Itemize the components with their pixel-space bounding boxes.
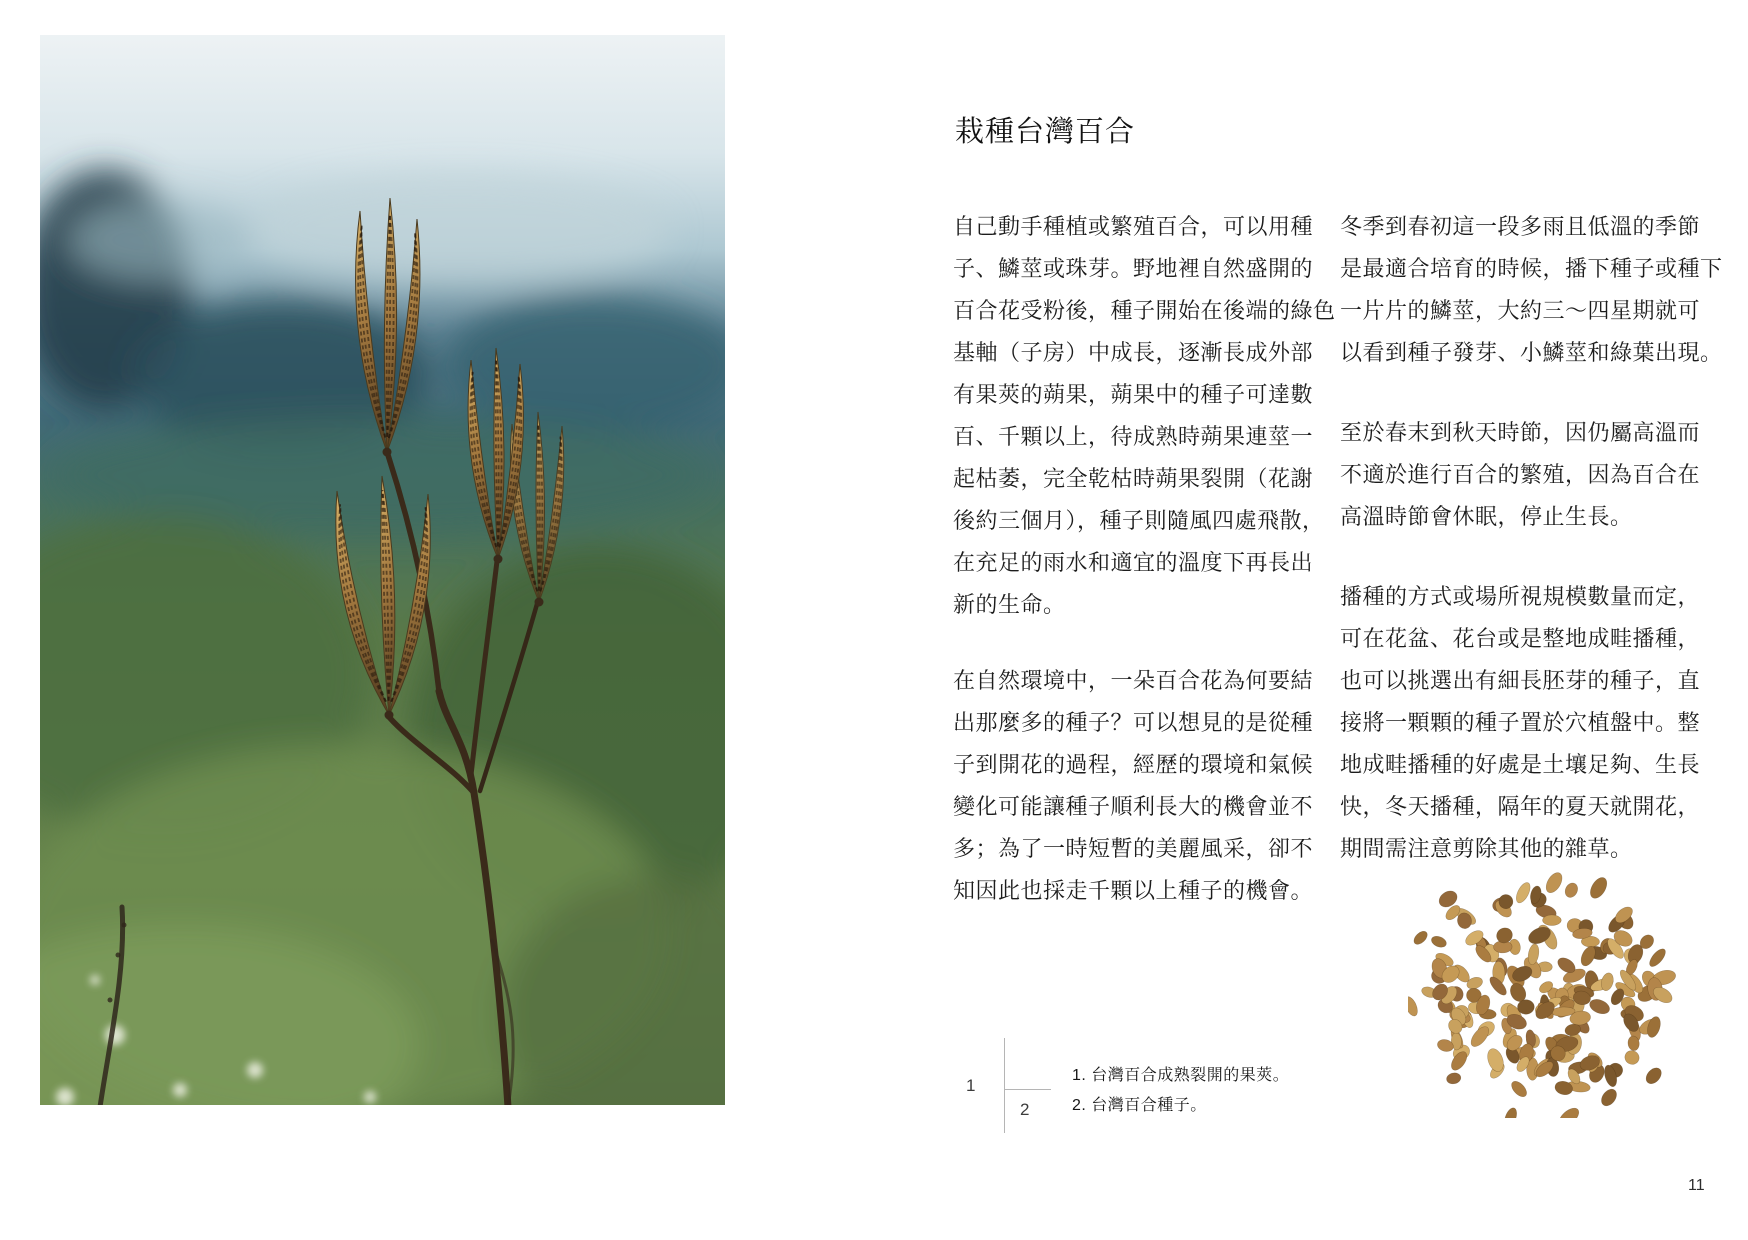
paragraph (1340, 206, 1740, 374)
text-line: 是最適合培育的時候，播下種子或種下 (1340, 256, 1723, 281)
pods-photo (40, 35, 725, 1105)
text-line: 自己動手種植或繁殖百合，可以用種 (953, 214, 1314, 239)
pods-photo-illustration (40, 35, 725, 1105)
text-column-1 (953, 206, 1353, 946)
text-line: 百、千顆以上，待成熟時蒴果連莖一 (953, 424, 1314, 449)
text-line: 不適於進行百合的繁殖，因為百合在 (1340, 462, 1701, 487)
text-line: 地成畦播種的好處是土壤足夠、生長 (1340, 752, 1701, 777)
page-number: 11 (1688, 1177, 1705, 1194)
paragraph (953, 660, 1353, 912)
text-line: 新的生命。 (953, 592, 1066, 617)
figure-key-vertical-line (1004, 1038, 1005, 1133)
text-line: 也可以挑選出有細長胚芽的種子，直 (1340, 668, 1701, 693)
text-line: 播種的方式或場所視規模數量而定， (1340, 584, 1701, 609)
text-line: 知因此也採走千顆以上種子的機會。 (953, 878, 1314, 903)
figure-key-number-1: 1 (966, 1076, 976, 1095)
text-line: 變化可能讓種子順利長大的機會並不 (953, 794, 1314, 819)
text-line: 快，冬天播種，隔年的夏天就開花， (1340, 794, 1701, 819)
text-line: 接將一顆顆的種子置於穴植盤中。整 (1340, 710, 1701, 735)
seeds-photo (1408, 866, 1684, 1118)
text-line: 可在花盆、花台或是整地成畦播種， (1340, 626, 1701, 651)
text-line: 期間需注意剪除其他的雜草。 (1340, 836, 1633, 861)
text-line: 有果莢的蒴果，蒴果中的種子可達數 (953, 382, 1314, 407)
text-line: 以看到種子發芽、小鱗莖和綠葉出現。 (1340, 340, 1723, 365)
text-line: 在充足的雨水和適宜的溫度下再長出 (953, 550, 1314, 575)
seeds-illustration (1408, 866, 1684, 1118)
text-line: 起枯萎，完全乾枯時蒴果裂開（花謝 (953, 466, 1314, 491)
text-line: 出那麼多的種子？可以想見的是從種 (953, 710, 1314, 735)
caption-line-1: 1. 台灣百合成熟裂開的果莢。 (1072, 1067, 1290, 1084)
caption-line-2: 2. 台灣百合種子。 (1072, 1097, 1207, 1114)
text-line: 子、鱗莖或珠芽。野地裡自然盛開的 (953, 256, 1314, 281)
paragraph (1340, 576, 1740, 870)
text-line: 冬季到春初這一段多雨且低溫的季節 (1340, 214, 1701, 239)
text-line: 一片片的鱗莖，大約三～四星期就可 (1340, 298, 1701, 323)
text-line: 高溫時節會休眠，停止生長。 (1340, 504, 1633, 529)
text-line: 至於春末到秋天時節，因仍屬高溫而 (1340, 420, 1701, 445)
page-title: 栽種台灣百合 (955, 116, 1136, 149)
figure-key-number-2: 2 (1020, 1100, 1030, 1119)
paragraph (953, 206, 1353, 626)
text-line: 基軸（子房）中成長，逐漸長成外部 (953, 340, 1314, 365)
text-line: 多；為了一時短暫的美麗風采，卻不 (953, 836, 1314, 861)
paragraph (1340, 412, 1740, 538)
text-line: 在自然環境中，一朵百合花為何要結 (953, 668, 1314, 693)
figure-key-horizontal-line (1004, 1089, 1051, 1090)
text-column-2 (1340, 206, 1740, 908)
text-line: 後約三個月），種子則隨風四處飛散， (953, 508, 1325, 533)
text-line: 子到開花的過程，經歷的環境和氣候 (953, 752, 1314, 777)
photo-captions (1072, 1061, 1289, 1121)
text-line: 百合花受粉後，種子開始在後端的綠色 (953, 298, 1336, 323)
